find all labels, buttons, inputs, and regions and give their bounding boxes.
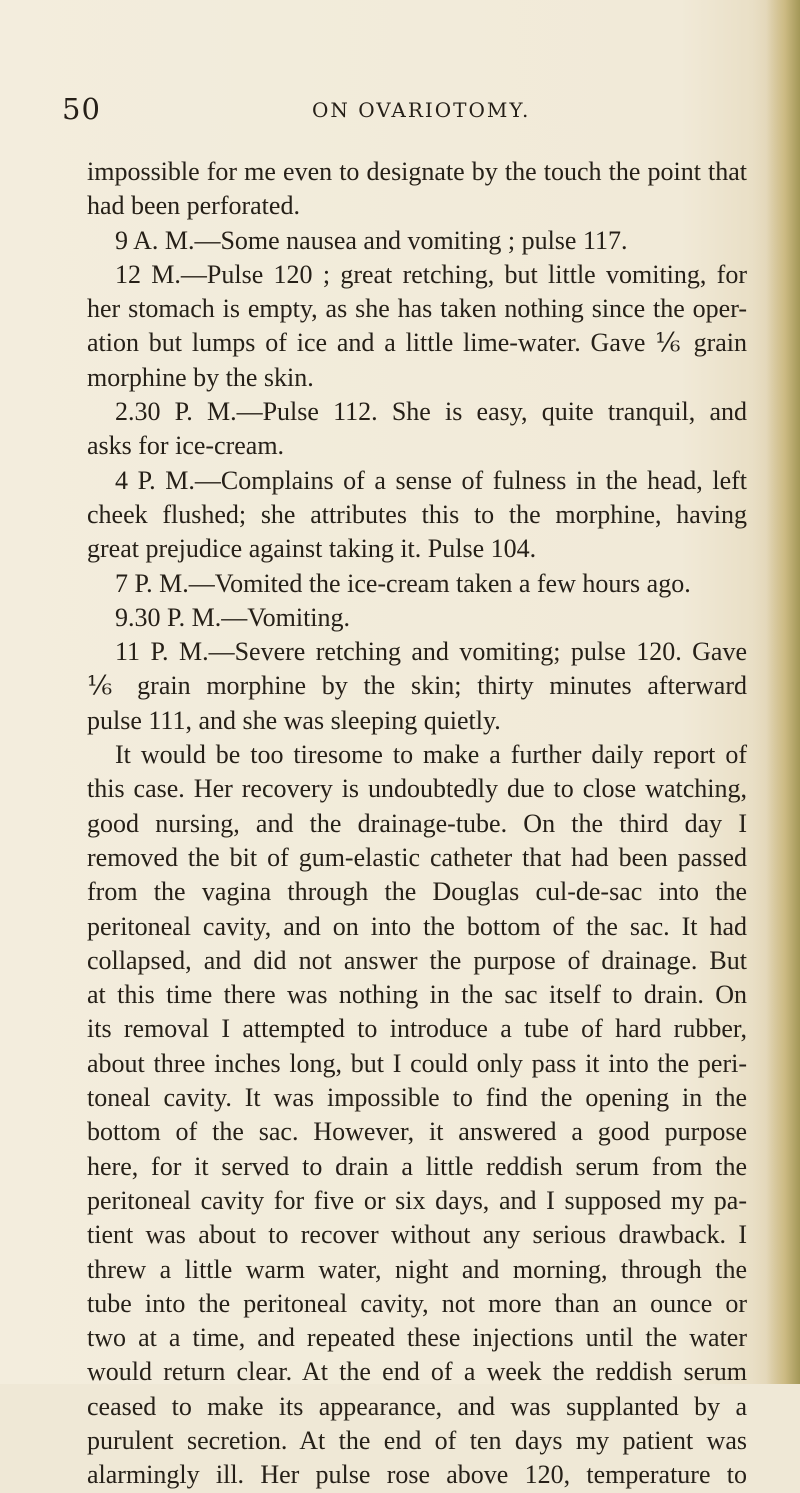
text-line: great prejudice against taking it. Pulse 104. bbox=[87, 534, 537, 564]
text-line: 7 P. M.—Vomited the ice-cream taken a few hours ago. bbox=[115, 568, 691, 598]
text-line: had been perforated. bbox=[87, 191, 300, 221]
text-line: bottom of the sac. However, it answered a good purpose bbox=[87, 1117, 747, 1147]
text-line: this case. Her recovery is undoubtedly due to close watching, bbox=[87, 774, 747, 804]
text-line: threw a little warm water, night and morning, through the bbox=[87, 1254, 747, 1284]
text-line: ⅙ grain morphine by the skin; thirty minutes afterward bbox=[87, 671, 747, 701]
text-line: 11 P. M.—Severe retching and vomiting; pulse 120. Gave bbox=[115, 637, 747, 667]
text-line: alarmingly ill. Her pulse rose above 120, temperature to bbox=[87, 1460, 747, 1490]
text-line: ation but lumps of ice and a little lime-water. Gave ⅙ grain bbox=[87, 328, 747, 358]
text-line: tube into the peritoneal cavity, not more than an ounce or bbox=[87, 1288, 747, 1318]
page-number: 50 bbox=[62, 92, 101, 126]
text-line: would return clear. At the end of a week the reddish serum bbox=[87, 1357, 747, 1387]
text-line: 2.30 P. M.—Pulse 112. She is easy, quite tranquil, and bbox=[115, 397, 747, 427]
text-line: its removal I attempted to introduce a tube of hard rubber, bbox=[87, 1014, 747, 1044]
text-line: at this time there was nothing in the sac itself to drain. On bbox=[87, 980, 747, 1010]
text-line: good nursing, and the drainage-tube. On the third day I bbox=[87, 808, 747, 838]
text-line: removed the bit of gum-elastic catheter that had been passed bbox=[87, 842, 747, 872]
text-line: 12 M.—Pulse 120 ; great retching, but little vomiting, for bbox=[115, 259, 747, 289]
text-line: peritoneal cavity, and on into the bottom of the sac. It had bbox=[87, 911, 747, 941]
text-line: her stomach is empty, as she has taken nothing since the oper- bbox=[87, 294, 747, 324]
text-line: 9.30 P. M.—Vomiting. bbox=[115, 602, 351, 632]
text-line: morphine by the skin. bbox=[87, 362, 314, 392]
page-header bbox=[62, 92, 742, 126]
text-line: asks for ice-cream. bbox=[87, 431, 285, 461]
text-line: toneal cavity. It was impossible to find the opening in the bbox=[87, 1083, 747, 1113]
text-line: peritoneal cavity for five or six days, and I supposed my pa- bbox=[87, 1185, 747, 1215]
page-edge-stain bbox=[766, 0, 800, 1384]
text-line: cheek flushed; she attributes this to the morphine, having bbox=[87, 499, 747, 529]
text-line: 9 A. M.—Some nausea and vomiting ; pulse 117. bbox=[115, 225, 628, 255]
text-line: ceased to make its appearance, and was supplanted by a bbox=[87, 1391, 747, 1421]
text-line: collapsed, and did not answer the purpose of drainage. But bbox=[87, 945, 747, 975]
body-text bbox=[87, 155, 747, 1493]
text-line: impossible for me even to designate by the touch the point that bbox=[87, 157, 747, 186]
text-line: about three inches long, but I could only pass it into the peri- bbox=[87, 1048, 747, 1078]
running-title: ON OVARIOTOMY. bbox=[312, 98, 531, 122]
text-line: two at a time, and repeated these injections until the water bbox=[87, 1323, 747, 1353]
text-line: from the vagina through the Douglas cul-de-sac into the bbox=[87, 877, 747, 907]
text-line: here, for it served to drain a little reddish serum from the bbox=[87, 1151, 747, 1181]
text-line: It would be too tiresome to make a further daily report of bbox=[115, 740, 747, 770]
text-line: tient was about to recover without any serious drawback. I bbox=[87, 1220, 747, 1250]
text-line: pulse 111, and she was sleeping quietly. bbox=[87, 705, 501, 735]
text-line: 4 P. M.—Complains of a sense of fulness in the head, left bbox=[115, 465, 747, 495]
text-line: purulent secretion. At the end of ten days my patient was bbox=[87, 1425, 747, 1455]
